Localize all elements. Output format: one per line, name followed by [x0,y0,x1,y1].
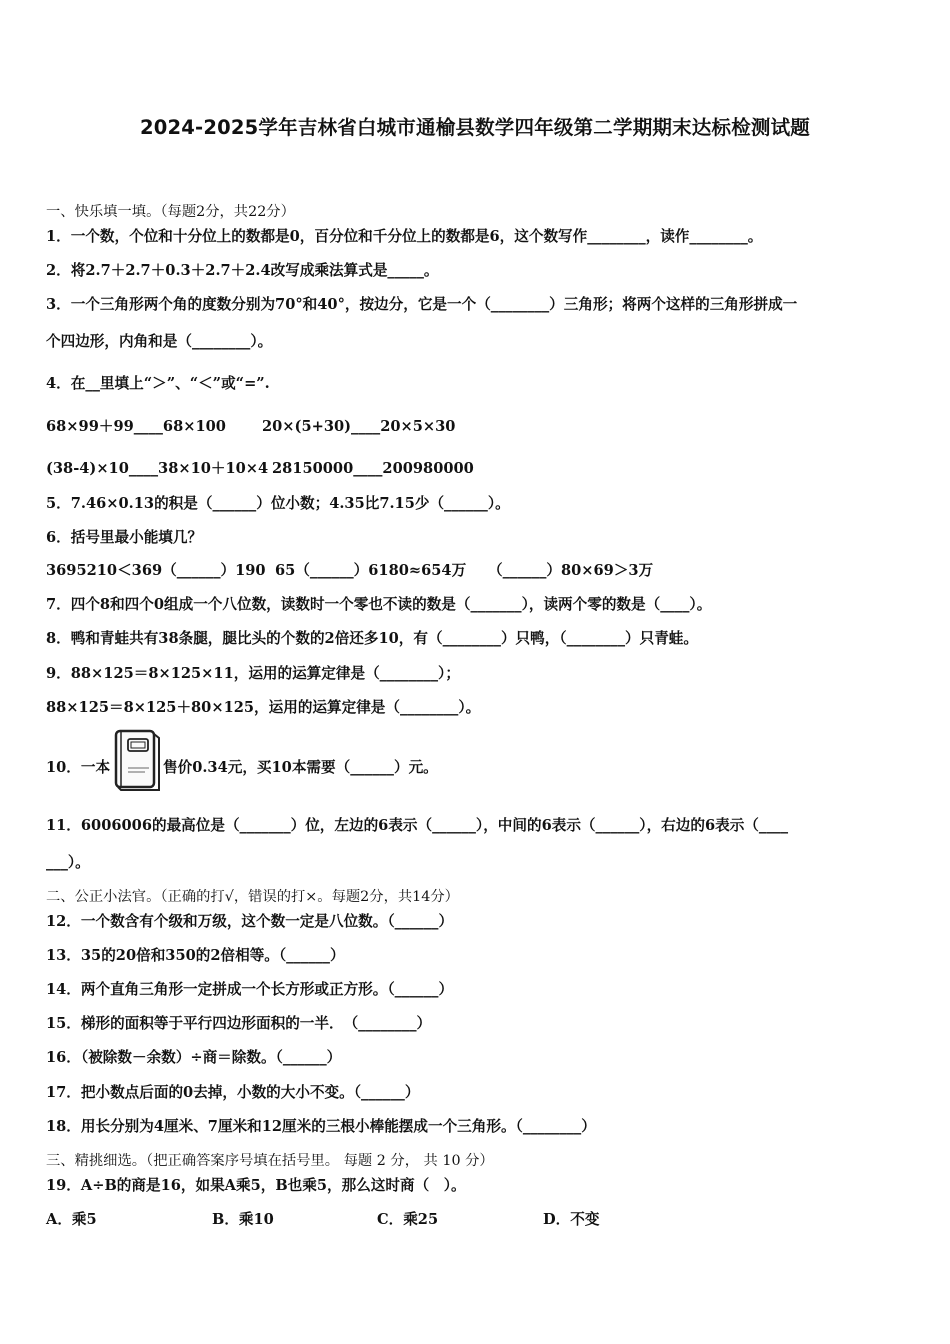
option-b: B．乘10 [212,1211,274,1228]
page-title: 2024-2025学年吉林省白城市通榆县数学四年级第二学期期末达标检测试题 [139,116,811,139]
question-6-item-2: 65（______）6180≈654万 [275,562,467,579]
question-15: 15．梯形的面积等于平行四边形面积的一半． （________） [46,1015,432,1032]
option-d: D．不变 [543,1211,600,1228]
question-4-item-1: 68×99＋99____68×100 [46,418,226,435]
question-5: 5．7.46×0.13的积是（______）位小数；4.35比7.15少（______）。 [46,495,510,512]
question-3-line-1: 3．一个三角形两个角的度数分别为70°和40°，按边分，它是一个（________）三角形；将两个这样的三角形拼成一 [46,296,798,313]
section-3-heading: 三、精挑细选。（把正确答案序号填在括号里。 每题 2 分， 共 10 分） [46,1153,494,1169]
question-19: 19．A÷B的商是16，如果A乘5，B也乘5，那么这时商（ ）。 [46,1177,466,1194]
question-17: 17．把小数点后面的0去掉，小数的大小不变。（______） [46,1084,420,1101]
question-3-line-2: 个四边形，内角和是（________）。 [46,333,273,350]
option-c: C．乘25 [377,1211,439,1228]
question-2: 2．将2.7＋2.7＋0.3＋2.7＋2.4改写成乘法算式是_____。 [46,262,439,279]
question-6-item-1: 3695210＜369（______）190 [46,562,266,579]
question-7: 7．四个8和四个0组成一个八位数，读数时一个零也不读的数是（_______），读两个零的数是（____）。 [46,596,712,613]
question-9-line-1: 9．88×125＝8×125×11，运用的运算定律是（________）； [46,665,460,682]
question-14: 14．两个直角三角形一定拼成一个长方形或正方形。（______） [46,981,454,998]
question-6: 6．括号里最小能填几？ [46,529,203,546]
question-4: 4．在__里填上“＞”、“＜”或“=”. [46,375,270,392]
question-9-line-2: 88×125＝8×125＋80×125，运用的运算定律是（________）。 [46,699,481,716]
section-1-heading: 一、快乐填一填。（每题2分，共22分） [46,204,295,220]
question-18: 18．用长分别为4厘米、7厘米和12厘米的三根小棒能摆成一个三角形。（________） [46,1118,596,1135]
question-4-item-3: (38-4)×10____38×10＋10×4 [46,460,269,477]
question-10-text: 售价0.34元，买10本需要（______）元。 [163,759,438,776]
question-4-item-4: 28150000____200980000 [272,460,474,477]
question-11-line-1: 11．6006006的最高位是（_______）位，左边的6表示（______），中间的6表示（______），右边的6表示（____ [46,817,789,834]
option-a: A．乘5 [46,1211,97,1228]
question-11-line-2: ___）。 [46,854,90,871]
notebook-icon [113,728,161,792]
section-2-heading: 二、公正小法官。（正确的打√，错误的打×。每题2分，共14分） [46,889,459,905]
question-10-prefix: 10．一本 [46,759,111,776]
question-8: 8．鸭和青蛙共有38条腿，腿比头的个数的2倍还多10，有（________）只鸭，（________）只青蛙。 [46,630,698,647]
question-13: 13．35的20倍和350的2倍相等。（______） [46,947,345,964]
question-16: 16．（被除数－余数）÷商＝除数。（______） [46,1049,342,1066]
question-1: 1．一个数，个位和十分位上的数都是0，百分位和千分位上的数都是6，这个数写作________，读作________。 [46,228,763,245]
question-4-item-2: 20×(5+30)____20×5×30 [262,418,456,435]
question-6-item-3: （______）80×69＞3万 [488,562,654,579]
question-12: 12．一个数含有个级和万级，这个数一定是八位数。（______） [46,913,454,930]
